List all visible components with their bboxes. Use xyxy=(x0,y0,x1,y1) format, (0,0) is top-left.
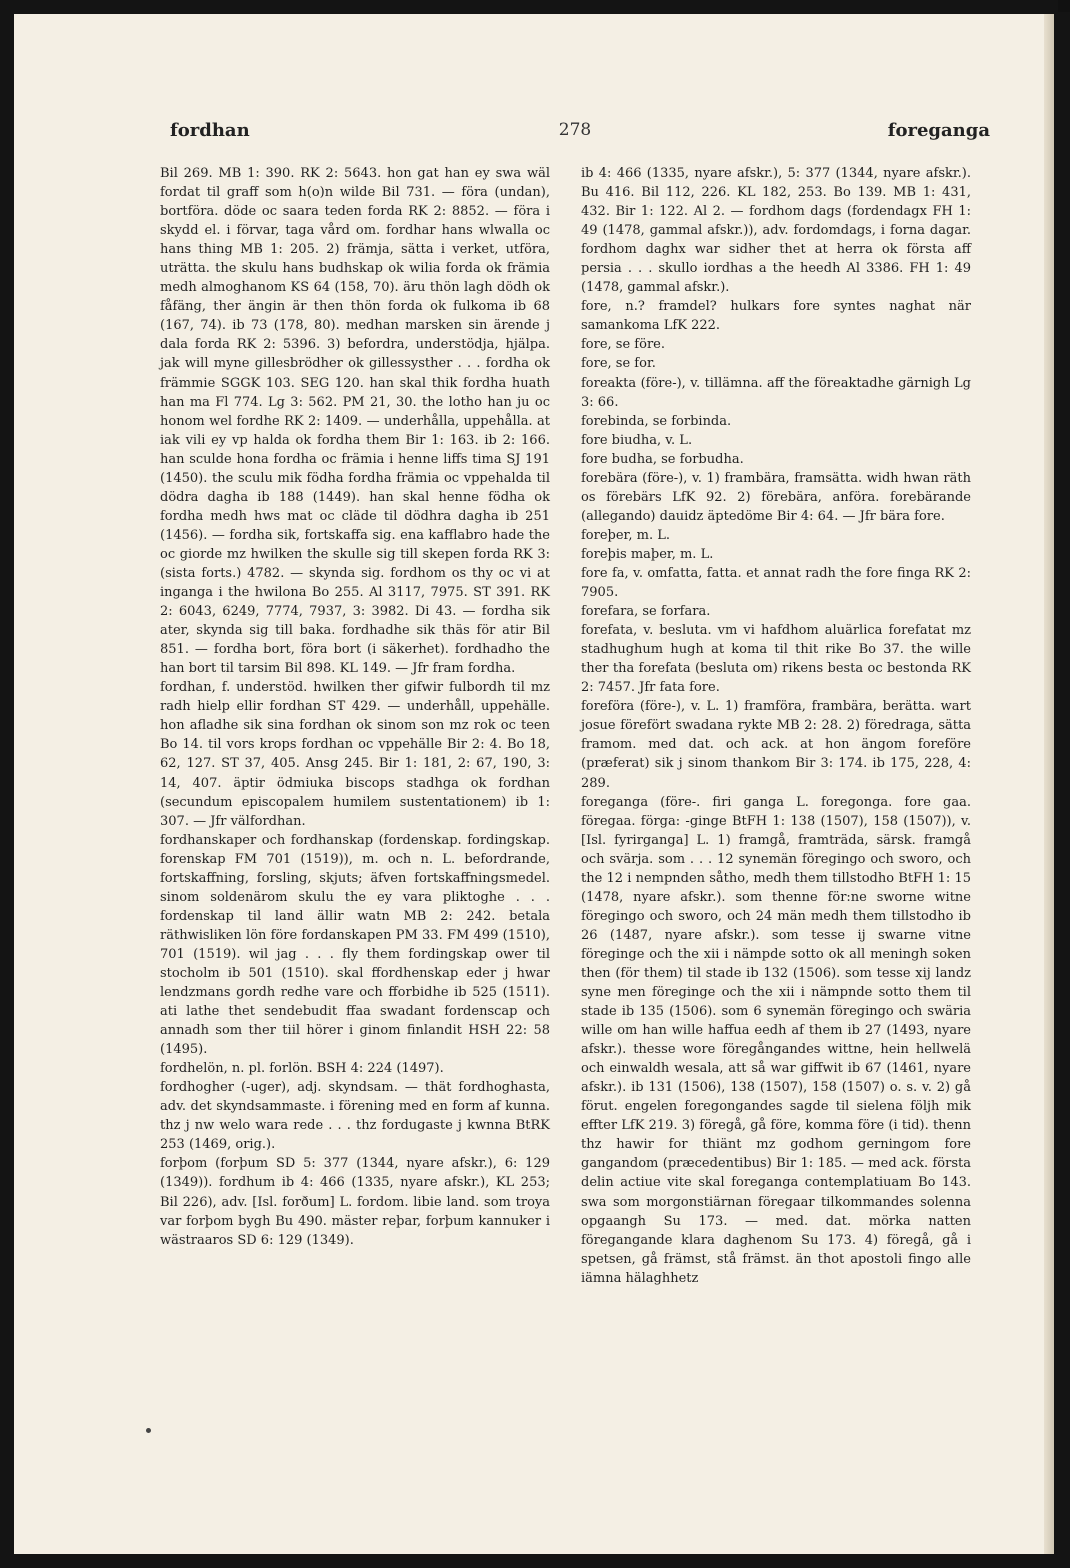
entry-paragraph: fore biudha, v. L. xyxy=(581,432,693,448)
entry-paragraph: fore budha, se forbudha. xyxy=(581,451,744,467)
entry-paragraph: ib 4: 466 (1335, nyare afskr.), 5: 377 (1344, nyare afskr.). Bu 416. Bil 112, 226. KL 182, 253. Bo 139. MB 1: 431, 432. Bir 1: 122. Al 2. — fordhom dags (fordendagx FH 1: 49 (1478, gammal afskr.)), adv. fordomdags, i forna dagar. fordhom daghx war sidher thet at herra ok första aff persia . . . skullo iordhas a the heedh Al 3386. FH 1: 49 (1478, gammal afskr.). xyxy=(581,166,971,296)
entry-paragraph: fore, se for. xyxy=(581,356,656,372)
page-header xyxy=(160,120,990,150)
page-edge-shadow xyxy=(1044,14,1054,1554)
page-speck xyxy=(146,1428,151,1433)
entry-paragraph: fore fa, v. omfatta, fatta. et annat radh the fore finga RK 2: 7905. xyxy=(581,565,971,601)
entry-paragraph: forebinda, se forbinda. xyxy=(581,413,732,429)
entry-paragraph: fore, se före. xyxy=(581,337,665,353)
entry-paragraph: forþom (forþum SD 5: 377 (1344, nyare afskr.), 6: 129 (1349)). fordhum ib 4: 466 (1335, nyare afskr.), KL 253; Bil 226), adv. [Isl. forðum] L. fordom. libie land. som troya var forþom bygh Bu 490. mäster reþar, forþum kannuker i wästraaros SD 6: 129 (1349). xyxy=(160,1156,550,1248)
left-column xyxy=(160,164,550,1250)
entry-paragraph: forebära (före-), v. 1) frambära, framsätta. widh hwan räth os förebärs LfK 92. 2) förebära, anföra. forebärande (allegando) dauidz äptedöme Bir 4: 64. — Jfr bära fore. xyxy=(581,470,971,524)
entry-paragraph: fordhan, f. understöd. hwilken ther gifwir fulbordh til mz radh hielp ellir fordhan ST 429. — underhåll, uppehälle. hon afladhe sik sina fordhan ok sinom son mz rok oc teen Bo 14. til vors krops fordhan oc vppehälle Bir 2: 4. Bo 18, 62, 127. ST 37, 405. Ansg 245. Bir 1: 181, 2: 67, 190, 3: 14, 407. äptir ödmiuka biscops stadhga ok fordhan (secundum episcopalem humilem sustentationem) ib 1: 307. — Jfr välfordhan. xyxy=(160,680,550,829)
entry-paragraph: fordhanskaper och fordhanskap (fordenskap. fordingskap. forenskap FM 701 (1519)), m. och n. L. befordrande, fortskaffning, forsling, skjuts; äfven fortskaffningsmedel. sinom soldenärom skulu the ey vara pliktoghe . . . fordenskap til land ällir watn MB 2: 242. betala räthwisliken lön före fordanskapen PM 33. FM 499 (1510), 701 (1519). wil jag . . . fly them fordingskap ower til stocholm ib 501 (1510). skal ffordhenskap eder j hwar lendzmans gordh redhe vare och fforbidhe ib 525 (1511). ati lathe thet sendebudit ffaa swadant fordenscap och annadh som ther tiil hörer i ginom finlandit HSH 22: 58 (1495). xyxy=(160,832,550,1058)
header-last-entry: foreganga xyxy=(887,120,990,141)
header-first-entry: fordhan xyxy=(170,120,250,141)
entry-paragraph: fore, n.? framdel? hulkars fore syntes naghat när samankoma LfK 222. xyxy=(581,299,971,334)
entry-paragraph: Bil 269. MB 1: 390. RK 2: 5643. hon gat han ey swa wäl fordat til graff som h(o)n wilde Bil 731. — föra (undan), bortföra. döde oc saara teden forda RK 2: 8852. — föra i skydd el. i förvar, taga vård om. fordhar hans wlwalla oc hans thing MB 1: 205. 2) främja, sätta i verket, utföra, uträtta. the skulu hans budhskap ok wilia forda ok främia medh almoghanom KS 64 (158, 70). äru thön lagh dödh ok fåfäng, ther ängin är then thön forda ok fulkoma ib 68 (167, 74). ib 73 (178, 80). medhan marsken sin ärende j dala forda RK 2: 5396. 3) befordra, understödja, hjälpa. jak will myne gillesbrödher ok gillessysther . . . fordha ok främmie SGGK 103. SEG 120. han skal thik fordha huath han ma Fl 774. Lg 3: 562. PM 21, 30. the lotho han ju oc honom wel fordhe RK 2: 1409. — underhålla, uppehålla. at iak vili ey vp halda ok fordha them Bir 1: 163. ib 2: 166. han sculde hona fordha oc främia i henne liffs tima SJ 191 (1450). the sculu mik födha fordha främia oc vppehalda til dödra dagha ib 188 (1449). han skal henne födha ok fordha medh hws mat oc cläde til dödhra dagha ib 251 (1456). — fordha sik, fortskaffa sig. ena kafflabro hade the oc giorde mz hwilken the skulle sig till skepen forda RK 3: (sista forts.) 4782. — skynda sig. fordhom os thy oc vi at inganga i the hwilona Bo 255. Al 3117, 7975. ST 391. RK 2: 6043, 6249, 7774, 7937, 3: 3982. Di 43. — fordha sik ater, skynda sig till baka. fordhadhe sik thäs för atir Bil 851. — fordha bort, föra bort (i säkerhet). fordhadho the han bort til tarsim Bil 898. KL 149. — Jfr fram fordha. xyxy=(160,166,550,677)
entry-paragraph: foreþer, m. L. xyxy=(581,527,670,543)
entry-paragraph: foreföra (före-), v. L. 1) framföra, frambära, berätta. wart josue förefört swadana rykte MB 2: 28. 2) föredraga, sätta framom. med dat. och ack. at hon ängom foreföre (præferat) sik j sinom thankom Bir 3: 174. ib 175, 228, 4: 289. xyxy=(581,699,971,791)
right-column xyxy=(581,164,971,1288)
entry-paragraph: foreakta (före-), v. tillämna. aff the föreaktadhe gärnigh Lg 3: 66. xyxy=(581,375,971,410)
entry-paragraph: foreþis maþer, m. L. xyxy=(581,546,714,562)
entry-paragraph: forefata, v. besluta. vm vi hafdhom aluärlica forefatat mz stadhughum hugh at koma til thit rike Bo 37. the wille ther tha forefata (besluta om) rikens besta oc bestonda RK 2: 7457. Jfr fata fore. xyxy=(581,623,971,696)
scan-corner-mark xyxy=(1058,0,1070,12)
entry-paragraph: forefara, se forfara. xyxy=(581,604,711,620)
entry-paragraph: fordhogher (-uger), adj. skyndsam. — thät fordhoghasta, adv. det skyndsammaste. i förening med en form af kunna. thz j nw welo wara rede . . . thz fordugaste j kwnna BtRK 253 (1469, orig.). xyxy=(160,1080,550,1153)
entry-paragraph: fordhelön, n. pl. forlön. BSH 4: 224 (1497). xyxy=(160,1061,444,1077)
entry-paragraph: foreganga (före-. firi ganga L. foregonga. fore gaa. föregaa. förga: -ginge BtFH 1: 138 (1507), 158 (1507)), v. [Isl. fyrirganga] L. 1) framgå, framträda, särsk. framgå och svärja. som . . . 12 synemän föregingo och sworo, och the 12 i nempnden såtho, medh them tillstodho BtFH 1: 15 (1478, nyare afskr.). som thenne för:ne sworne witne föregingo och sworo, och 24 män medh them tillstodho ib 26 (1487, nyare afskr.). som tesse ij swarne vitne föreginge och the xii i nämpde sotto ok all meningh soken then (för them) til stade ib 132 (1506). som tesse xij landz syne men föreginge och the xii i nämpnde sotto them til stade ib 135 (1506). som 6 synemän föregingo och swäria wille om han wille haffua eedh af them ib 27 (1493, nyare afskr.). thesse wore föregångandes wittne, hein hellwelä och einwaldh wesala, att så war giffwit ib 67 (1461, nyare afskr.). ib 131 (1506), 138 (1507), 158 (1507) o. s. v. 2) gå förut. engelen foregongandes sagde til sielena följh mik effter LfK 219. 3) föregå, gå före, komma före (i tid). thenn thz hawir for thiänt mz godhom gerningom fore gangandom (præcedentibus) Bir 1: 185. — med ack. första delin actiue vite skal foreganga contemplatiuam Bo 143. swa som morgonstiärnan föregaar tilkommandes solenna opgaangh Su 173. — med. dat. mörka natten föregangande klara daghenom Su 173. 4) föregå, gå i spetsen, gå främst, stå främst. än thot apostoli fingo alle iämna hälaghhetz xyxy=(581,794,971,1286)
page-number: 278 xyxy=(558,120,592,140)
